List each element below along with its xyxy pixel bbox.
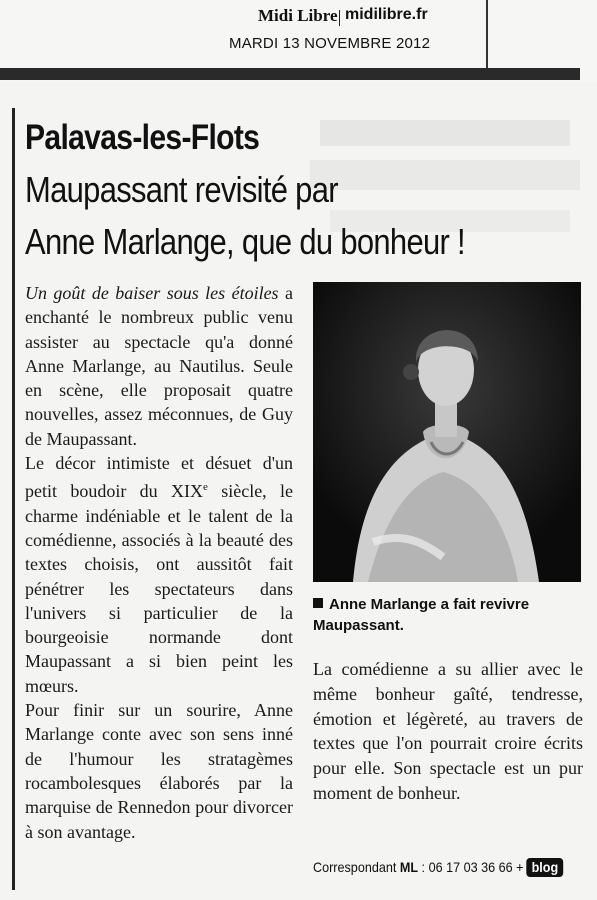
masthead-rule — [0, 68, 580, 80]
performer-photo — [313, 282, 581, 582]
paragraph-2-text: siècle, le charme indéniable et le talent de la comédienne, associés à la beauté des textes choisis, ont aussitôt fait pénétrer les spectateurs dans l'univers si particulier de la bourgeoisie normande dont Maupassant a si bien peint les mœurs. — [25, 481, 294, 696]
article-body-left — [25, 281, 293, 844]
article-body-right — [313, 657, 583, 806]
lead-title-italic: Un goût de baiser sous les étoiles — [25, 283, 279, 303]
credit-prefix: Correspondant — [313, 859, 400, 875]
newspaper-site: midilibre.fr — [345, 6, 428, 23]
paragraph-1-text: a enchanté le nombreux public venu assister au spectacle qu'a donné Anne Marlange, au Nautilus. Seule en scène, elle proposait quatre nouvelles, assez méconnues, de Guy de Maupassant. — [25, 283, 293, 449]
credit-phone: : 06 17 03 36 66 + — [418, 859, 524, 875]
issue-date: MARDI 13 NOVEMBRE 2012 — [229, 35, 431, 52]
century-superscript: e — [202, 481, 208, 494]
background-bleed-text — [0, 8, 7, 77]
correspondent-credit — [313, 858, 564, 877]
paragraph-4: La comédienne a su allier avec le même bonheur gaîté, tendresse, émotion et légèreté, au travers de textes que l'on pourrait croire écrits pour elle. Son spectacle est un pur moment de bonheur. — [313, 659, 583, 803]
headline-line-1: Maupassant revisité par — [25, 169, 338, 210]
photo-caption-text: Anne Marlange a fait revivre Maupassant. — [313, 596, 530, 634]
newspaper-name: Midi Libre — [258, 6, 338, 25]
blog-badge: blog — [526, 858, 563, 877]
masthead-vertical-rule — [486, 0, 488, 70]
caption-square-bullet — [313, 598, 323, 608]
masthead — [0, 0, 597, 82]
photo-caption — [313, 594, 583, 636]
masthead-separator — [339, 10, 340, 26]
article-location: Palavas-les-Flots — [25, 118, 260, 157]
paragraph-3: Pour finir sur un sourire, Anne Marlange conte avec son sens inné de l'humour les stratagèmes rocambolesques élaborés par la marquise de Rennedon pour divorcer à son avantage. — [25, 700, 293, 842]
credit-initials: ML — [399, 859, 419, 875]
paragraph-1 — [25, 281, 293, 451]
paragraph-2-start: Le décor intimiste et désuet d'un petit boudoir du XIX — [25, 453, 293, 502]
headline-line-2: Anne Marlange, que du bonheur ! — [25, 221, 465, 262]
paragraph-2 — [25, 451, 293, 698]
performer-photo-illustration — [313, 282, 581, 582]
